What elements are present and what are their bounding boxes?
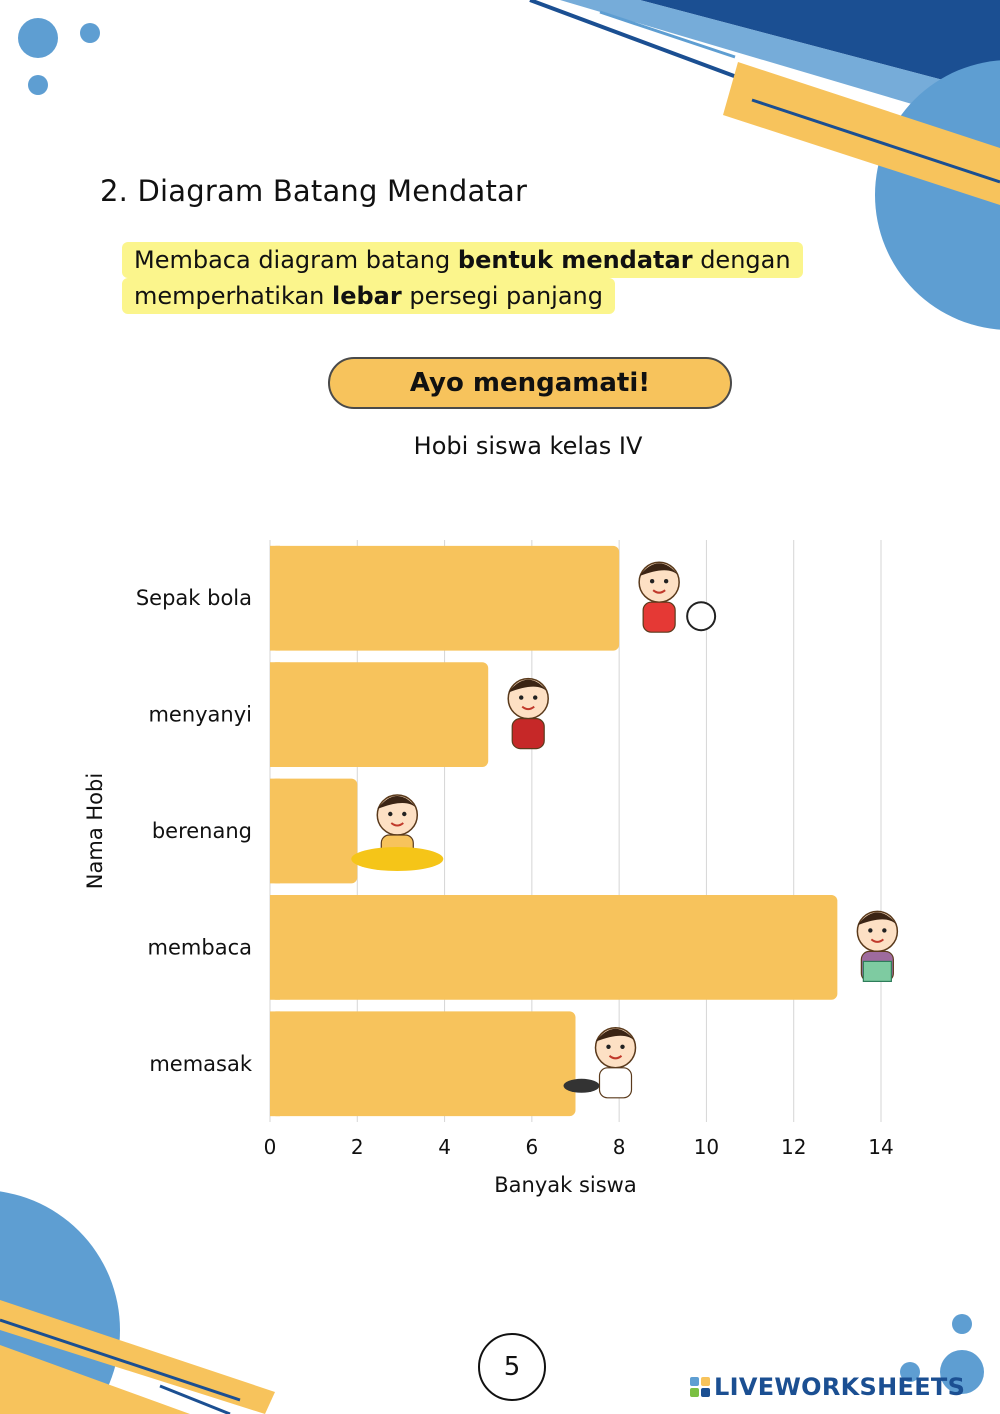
x-tick-label: 6 [525, 1135, 539, 1159]
y-category-label: membaca [147, 935, 252, 960]
icon-eye [388, 812, 392, 816]
swimming-kid-icon [351, 795, 443, 871]
bar [270, 662, 488, 767]
icon-eye [868, 928, 872, 932]
x-axis-label: Banyak siswa [494, 1173, 637, 1197]
x-tick-label: 2 [350, 1135, 364, 1159]
y-category-label: memasak [149, 1051, 252, 1076]
bar-edge [270, 1011, 280, 1116]
icon-eye [650, 579, 654, 583]
x-tick-label: 12 [780, 1135, 807, 1159]
x-tick-label: 4 [438, 1135, 451, 1159]
bar [270, 895, 837, 1000]
icon-body [643, 602, 675, 632]
brand-logo [690, 1373, 965, 1401]
icon-eye [533, 695, 537, 699]
icon-eye [606, 1045, 610, 1049]
instruction-emphasis: lebar [332, 282, 402, 310]
instruction-emphasis: bentuk mendatar [457, 246, 693, 274]
instruction-line-2 [122, 278, 615, 314]
bar-chart [60, 500, 960, 1220]
decor-dot [952, 1314, 972, 1334]
icon-body [512, 719, 544, 749]
instruction-box [122, 242, 803, 314]
y-category-label: berenang [151, 819, 252, 843]
chart-title: Hobi siswa kelas IV [413, 432, 643, 460]
icon-body [600, 1068, 632, 1098]
icon-eye [519, 695, 523, 699]
bar-edge [270, 662, 280, 767]
bar [270, 546, 619, 651]
soccer-kid-icon [639, 562, 715, 632]
x-tick-label: 8 [612, 1135, 626, 1159]
instruction-text: memperhatikan [134, 282, 332, 310]
decor-dot [18, 18, 58, 58]
y-axis-label: Nama Hobi [83, 772, 107, 890]
icon-eye [664, 579, 668, 583]
water-splash-icon [351, 847, 443, 871]
instruction-line-1 [122, 242, 803, 278]
y-category-label: Sepak bola [135, 586, 252, 611]
liveworksheets-icon [690, 1377, 710, 1397]
bar-edge [270, 546, 280, 651]
page-number: 5 [478, 1333, 546, 1401]
bar-edge [270, 779, 280, 884]
x-tick-label: 14 [868, 1135, 894, 1159]
decor-dot [28, 75, 48, 95]
y-category-label: menyanyi [148, 702, 252, 727]
instruction-text: persegi panjang [401, 282, 603, 310]
singing-girl-icon [508, 679, 548, 749]
reading-girl-icon [857, 911, 897, 981]
ball-icon [687, 602, 715, 630]
x-tick-label: 0 [263, 1135, 277, 1159]
bar [270, 779, 357, 884]
instruction-text: dengan [692, 246, 791, 274]
icon-eye [620, 1045, 624, 1049]
section-heading: 2. Diagram Batang Mendatar [100, 174, 528, 208]
brand-name: LIVEWORKSHEETS [714, 1373, 966, 1401]
bar-edge [270, 895, 280, 1000]
icon-eye [882, 928, 886, 932]
observe-button[interactable]: Ayo mengamati! [328, 357, 732, 409]
icon-eye [402, 812, 406, 816]
pan-icon [564, 1079, 600, 1093]
bar [270, 1011, 576, 1116]
instruction-text: Membaca diagram batang [134, 246, 458, 274]
decor-dot [80, 23, 100, 43]
book-icon [863, 961, 891, 981]
x-tick-label: 10 [693, 1135, 720, 1159]
